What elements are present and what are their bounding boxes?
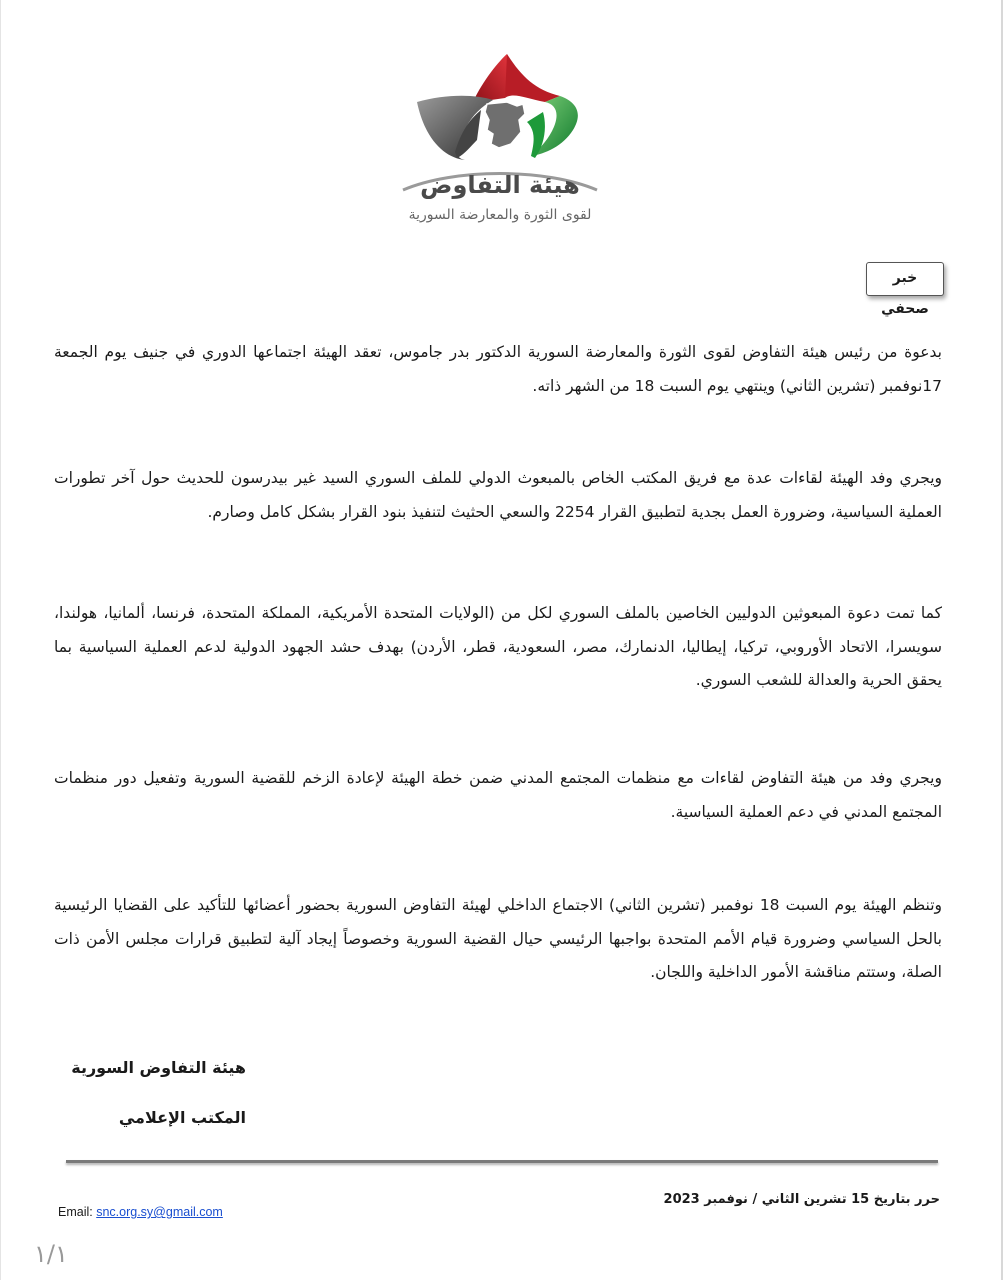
paragraph-text: كما تمت دعوة المبعوثين الدوليين الخاصين بالملف السوري لكل من (الولايات المتحدة الأمريكية، المملكة المتحدة، فرنسا، ألمانيا، هولندا، سويسرا، الاتحاد الأوروبي، تركيا، إيطاليا، الدنمارك، مصر، السعودية، قطر، الأردن) بهدف حشد الجهود الدولية لدعم العملية السياسية بما يحقق الحرية والعدالة للشعب السوري. (54, 604, 942, 689)
logo-subtitle: لقوى الثورة والمعارضة السورية (408, 207, 592, 223)
signature-office: المكتب الإعلامي (118, 1108, 246, 1127)
logo-title: هيئة التفاوض (420, 171, 580, 199)
paragraph-2 (54, 462, 942, 529)
paragraph-text: ويجري وفد الهيئة لقاءات عدة مع فريق المكتب الخاص بالمبعوث الدولي للملف السوري السيد غير بيدرسون للحديث حول آخر تطورات العملية السياسية، وضرورة العمل بجدية لتطبيق القرار 2254 والسعي الحثيث لتنفيذ بنود القرار بشكل كامل وصارم. (54, 469, 942, 521)
paragraph-3 (54, 597, 942, 698)
email-link[interactable]: snc.org.sy@gmail.com (96, 1205, 223, 1219)
footer-divider (66, 1160, 938, 1163)
paragraph-1 (54, 336, 942, 403)
press-release-badge: خبر صحفي (866, 262, 944, 296)
issue-date: حرر بتاريخ 15 تشرين الثاني / نوفمبر 2023 (663, 1192, 940, 1207)
page-number: ١/١ (34, 1240, 68, 1268)
paragraph-text: بدعوة من رئيس هيئة التفاوض لقوى الثورة والمعارضة السورية الدكتور بدر جاموس، تعقد الهيئة اجتماعها الدوري في جنيف يوم الجمعة 17نوفمبر (تشرين الثاني) وينتهي يوم السبت 18 من الشهر ذاته. (54, 343, 942, 395)
paragraph-text: ويجري وفد من هيئة التفاوض لقاءات مع منظمات المجتمع المدني ضمن خطة الهيئة لإعادة الزخم للقضية السورية وتفعيل دور منظمات المجتمع المدني في دعم العملية السياسية. (54, 769, 942, 821)
paragraph-5 (54, 889, 942, 990)
paragraph-text: وتنظم الهيئة يوم السبت 18 نوفمبر (تشرين الثاني) الاجتماع الداخلي لهيئة التفاوض السورية بحضور أعضائها للتأكيد على القضايا الرئيسية بالحل السياسي وضرورة قيام الأمم المتحدة بواجبها الرئيسي حيال القضية السورية وخصوصاً إيجاد آلية لتطبيق قرارات مجلس الأمن ذات الصلة، وستتم مناقشة الأمور الداخلية واللجان. (54, 896, 942, 981)
email-row (58, 1205, 223, 1219)
signature-organization: هيئة التفاوض السورية (71, 1058, 246, 1077)
paragraph-4 (54, 762, 942, 829)
email-label: Email: (58, 1205, 93, 1219)
